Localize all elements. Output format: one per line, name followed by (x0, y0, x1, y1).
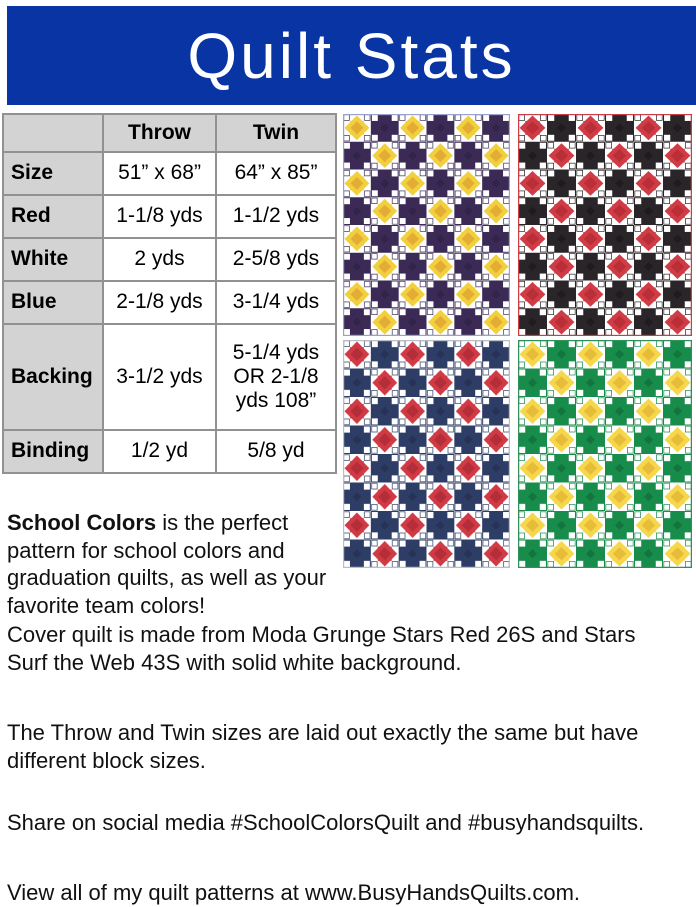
table-row (3, 430, 336, 473)
table-header-row (3, 114, 336, 152)
header-banner (7, 6, 696, 105)
quilt-preview-navy-red (343, 340, 510, 568)
table-row (3, 281, 336, 324)
table-row (3, 195, 336, 238)
column-header-twin: Twin (216, 114, 336, 152)
backing-throw-value: 3-1/2 yds (103, 324, 216, 430)
blue-twin-value: 3-1/4 yds (216, 281, 336, 324)
table-row (3, 238, 336, 281)
quilt-preview-purple-gold (343, 114, 510, 336)
backing-twin-value: 5-1/4 yds OR 2-1/8 yds 108” (216, 324, 336, 430)
red-throw-value: 1-1/8 yds (103, 195, 216, 238)
sizes-note-paragraph: The Throw and Twin sizes are laid out exactly the same but have different block sizes. (7, 720, 639, 773)
intro-paragraph (7, 509, 351, 619)
table-row (3, 152, 336, 195)
pattern-name: School Colors (7, 510, 157, 535)
quilt-preview-black-red (518, 114, 692, 336)
website-paragraph: View all of my quilt patterns at www.BusyHandsQuilts.com. (7, 880, 581, 905)
quilt-stats-table (2, 113, 337, 474)
binding-twin-value: 5/8 yd (216, 430, 336, 473)
corner-cell (3, 114, 103, 152)
social-media-paragraph: Share on social media #SchoolColorsQuilt and #busyhandsquilts. (7, 810, 645, 835)
row-label-binding: Binding (3, 430, 103, 473)
binding-throw-value: 1/2 yd (103, 430, 216, 473)
white-twin-value: 2-5/8 yds (216, 238, 336, 281)
red-twin-value: 1-1/2 yds (216, 195, 336, 238)
quilt-preview-green-gold (518, 340, 692, 568)
quilt-pattern-image (343, 114, 510, 336)
quilt-pattern-image (343, 340, 510, 568)
row-label-blue: Blue (3, 281, 103, 324)
row-label-red: Red (3, 195, 103, 238)
cover-fabric-paragraph: Cover quilt is made from Moda Grunge Stars Red 26S and Stars Surf the Web 43S with solid white background. (7, 622, 636, 675)
blue-throw-value: 2-1/8 yds (103, 281, 216, 324)
row-label-white: White (3, 238, 103, 281)
quilt-pattern-image (518, 114, 692, 336)
quilt-pattern-image (518, 340, 692, 568)
column-header-throw: Throw (103, 114, 216, 152)
page-title: Quilt Stats (187, 19, 516, 92)
intro-text: is the perfect pattern for school colors and graduation quilts, as well as your favorite team colors! (7, 510, 327, 618)
table-row (3, 324, 336, 430)
size-throw-value: 51” x 68” (103, 152, 216, 195)
row-label-size: Size (3, 152, 103, 195)
white-throw-value: 2 yds (103, 238, 216, 281)
row-label-backing: Backing (3, 324, 103, 430)
size-twin-value: 64” x 85” (216, 152, 336, 195)
